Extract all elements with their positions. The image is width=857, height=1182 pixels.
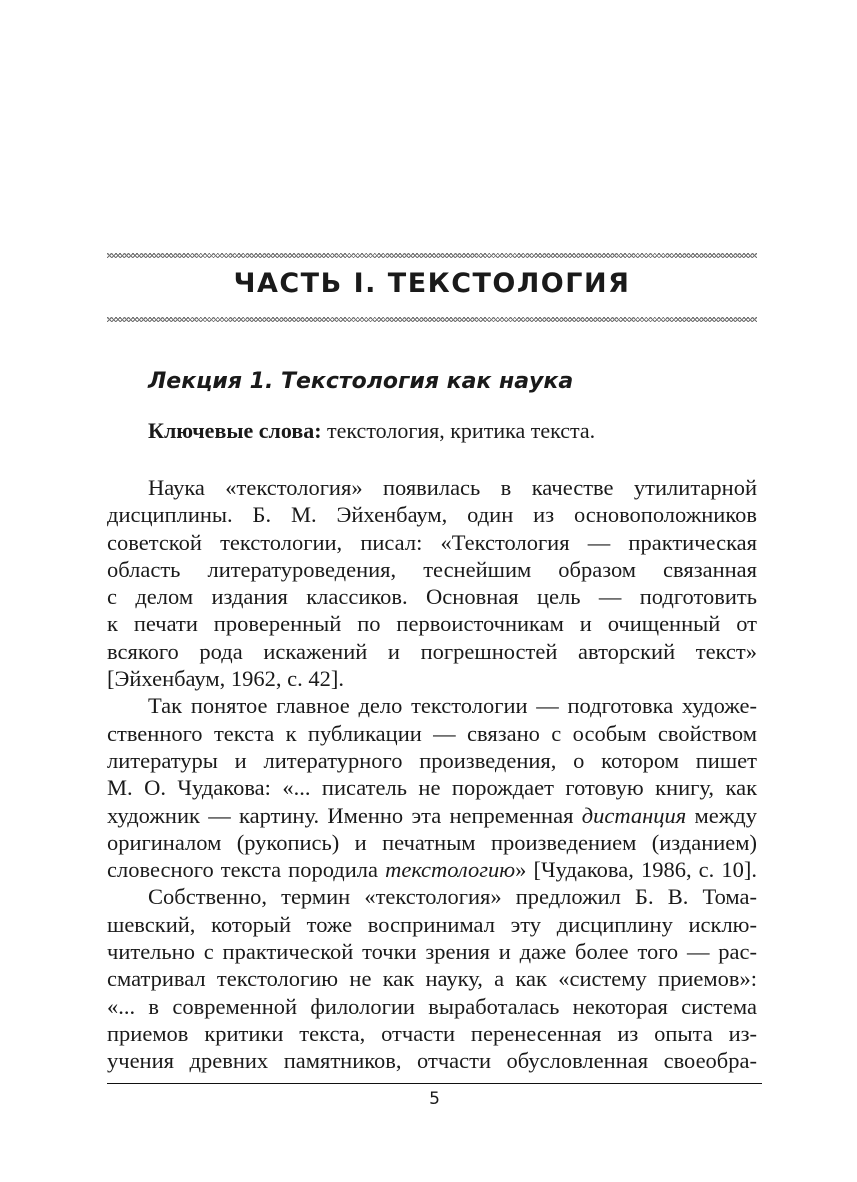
paragraph-3	[107, 883, 757, 1074]
text-line: приемов критики текста, отчасти перенесенная из опыта из-	[107, 1020, 757, 1046]
text-line: [Эйхенбаум, 1962, с. 42].	[107, 666, 344, 692]
text-fragment: художник — картину. Именно эта непременная	[107, 802, 582, 828]
part-title: ЧАСТЬ I. ТЕКСТОЛОГИЯ	[233, 268, 631, 299]
text-line: «... в современной филологии выработалась некоторая система	[107, 993, 757, 1019]
italic-term-distance: дистанция	[581, 802, 687, 828]
text-line: литературы и литературного произведения, о котором пишет	[107, 747, 757, 773]
text-line: учения древних памятников, отчасти обусловленная своеобра-	[107, 1048, 757, 1074]
text-line: Собственно, термин «текстология» предложил Б. В. Тома-	[148, 884, 757, 910]
keywords-line	[148, 418, 758, 444]
text-line: шевский, который тоже воспринимал эту дисциплину исклю-	[107, 911, 757, 937]
italic-term-textology: текстологию	[385, 857, 516, 883]
lecture-title: Лекция 1. Текстология как наука	[148, 369, 574, 394]
keywords-text: текстология, критика текста.	[321, 418, 596, 443]
text-line: ственного текста к публикации — связано с особым свойством	[107, 720, 757, 746]
text-line: советской текстологии, писал: «Текстология — практическая	[107, 529, 757, 555]
title-ornament-top	[107, 253, 757, 258]
paragraph-1	[107, 474, 757, 692]
text-line: к печати проверенный по первоисточникам и очищенный от	[107, 611, 757, 637]
text-line	[107, 856, 757, 883]
text-line: дисциплины. Б. М. Эйхенбаум, один из основоположников	[107, 502, 757, 528]
text-line: Наука «текстология» появилась в качестве утилитарной	[148, 475, 757, 500]
text-line: с делом издания классиков. Основная цель — подготовить	[107, 584, 757, 610]
text-fragment: между	[686, 802, 758, 828]
text-line: Так понятое главное дело текстологии — подготовка художе-	[148, 693, 757, 719]
text-line: чительно с практической точки зрения и даже более того — рас-	[107, 939, 757, 965]
title-ornament-bottom	[107, 317, 757, 322]
text-fragment: словесного текста породила	[107, 857, 386, 883]
text-fragment: » [Чудакова, 1986, с. 10].	[515, 857, 757, 883]
text-line: область литературоведения, теснейшим образом связанная	[107, 556, 757, 582]
footer-rule	[107, 1083, 762, 1084]
text-line	[107, 802, 757, 829]
text-line: М. О. Чудакова: «... писатель не порождает готовую книгу, как	[107, 775, 757, 801]
keywords-label: Ключевые слова:	[148, 418, 322, 443]
text-line: сматривал текстологию не как науку, а как «систему приемов»:	[107, 966, 757, 992]
text-line: всякого рода искажений и погрешностей авторский текст»	[107, 638, 757, 664]
body-text	[107, 474, 757, 1075]
page-number: 5	[429, 1089, 440, 1109]
paragraph-2	[107, 692, 757, 883]
text-line: оригиналом (рукопись) и печатным произведением (изданием)	[107, 829, 757, 855]
